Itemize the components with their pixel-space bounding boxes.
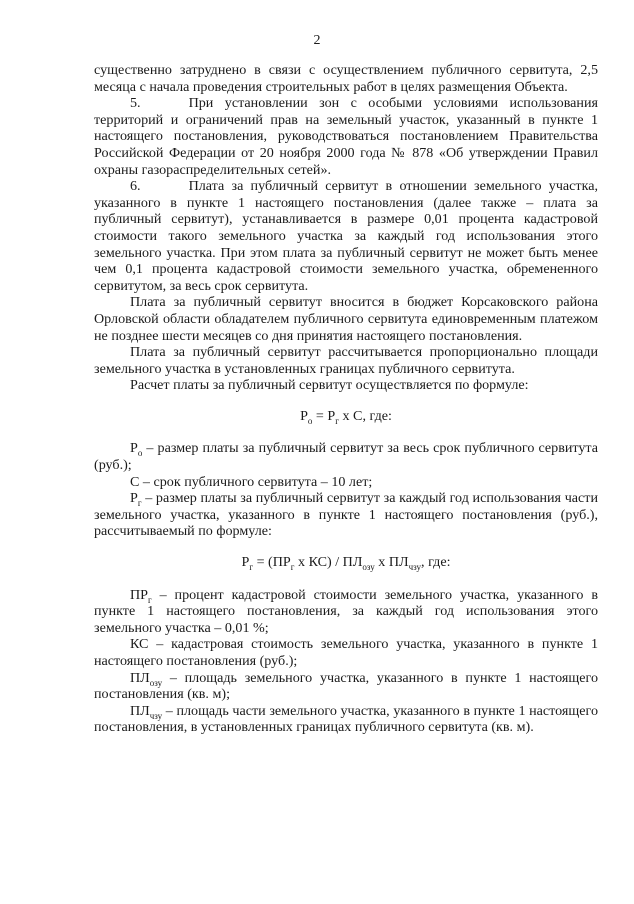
paragraph-formula-intro: Расчет платы за публичный сервитут осуществляется по формуле: bbox=[130, 377, 529, 394]
definition-plozu: $ПЛ_{озу}$ – площадь земельного участка, указанного в пункте 1 настоящего постановления (кв. м); bbox=[94, 669, 598, 703]
paragraph-item-6 bbox=[94, 178, 598, 294]
page-number: 2 bbox=[313, 33, 321, 48]
document-body bbox=[94, 62, 598, 736]
item-number: 5. bbox=[130, 95, 141, 112]
paragraph-proportional: Плата за публичный сервитут рассчитывается пропорционально площади земельного участка в установленных границах публичного сервитута. bbox=[94, 344, 598, 377]
item-text: Плата за публичный сервитут в отношении земельного участка, указанного в пункте 1 настоящего постановления (далее также – плата за публичный сервитут), устанавливается в размере 0,01 процента кадастровой стоимости такого земельного участка за каждый год использования этого земельного участка. При этом плата за публичный сервитут не может быть менее чем 0,1 процента кадастровой стоимости земельного участка, обремененного сервитутом, за весь срок сервитута. bbox=[94, 178, 598, 294]
definition-pg: $Р_г$ – размер платы за публичный сервитут за каждый год использования части земельного участка, указанного в пункте 1 настоящего постановления (руб.), рассчитываемый по формуле: bbox=[94, 490, 598, 540]
definition-c: С – срок публичного сервитута – 10 лет; bbox=[130, 473, 373, 490]
item-number: 6. bbox=[130, 178, 141, 195]
item-text: При установлении зон с особыми условиями использования территорий и ограничений прав на земельный участок, указанный в пункте 1 настоящего постановления, руководствоваться постановлением Правительства Российской Федерации от 20 ноября 2000 года № 878 «Об утверждении Правил охраны газораспределительных сетей». bbox=[94, 95, 598, 178]
formula-1: $Р_о = Р_г$ х С, где: bbox=[300, 407, 392, 426]
formula-2: $Р_г = (ПР_г$ х $КС) / ПЛ_{озу}$ х $ПЛ_{чзу}$, где: bbox=[241, 554, 451, 572]
definition-po: $Р_о$ – размер платы за публичный сервитут за весь срок публичного сервитута (руб.); bbox=[94, 440, 598, 474]
definition-prg: $ПР_г$ – процент кадастровой стоимости земельного участка, указанного в пункте 1 настоящего постановления, за каждый год использования этого земельного участка – 0,01 %; bbox=[94, 586, 598, 636]
paragraph-item-5 bbox=[94, 95, 598, 178]
definition-plchzu: $ПЛ_{чзу}$ – площадь части земельного участка, указанного в пункте 1 настоящего постановления, в установленных границах публичного сервитута (кв. м). bbox=[94, 702, 598, 736]
definition-ks: КС – кадастровая стоимость земельного участка, указанного в пункте 1 настоящего постановления (руб.); bbox=[94, 636, 598, 669]
paragraph-budget: Плата за публичный сервитут вносится в бюджет Корсаковского района Орловской области обладателем публичного сервитута единовременным платежом не позднее шести месяцев со дня принятия настоящего постановления. bbox=[94, 294, 598, 344]
paragraph-continuation: существенно затруднено в связи с осуществлением публичного сервитута, 2,5 месяца с начала проведения строительных работ в целях размещения Объекта. bbox=[94, 62, 598, 95]
